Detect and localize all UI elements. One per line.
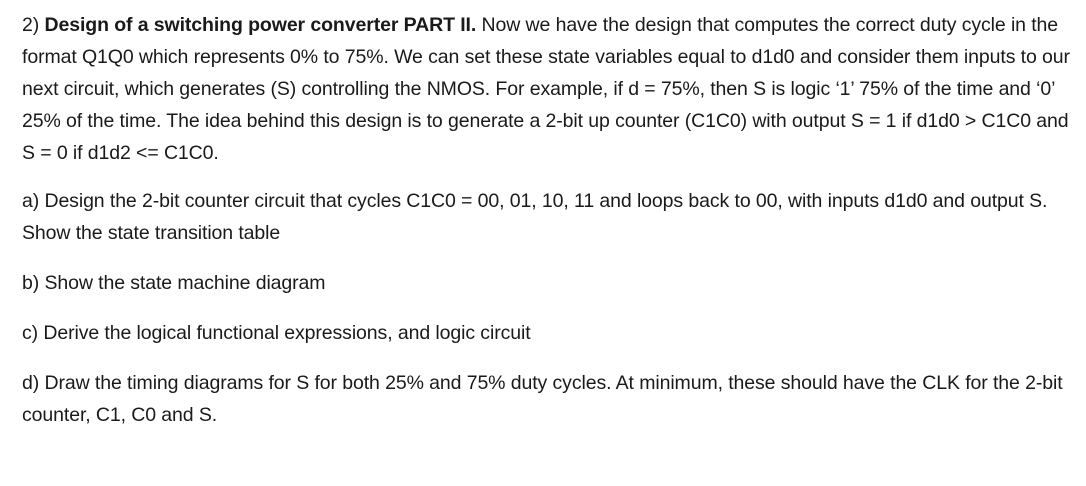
document-body	[22, 9, 1072, 449]
part-c: c) Derive the logical functional expressions, and logic circuit	[22, 322, 531, 344]
problem-intro-paragraph	[22, 9, 1072, 169]
problem-intro-text: Now we have the design that computes the correct duty cycle in the format Q1Q0 which represents 0% to 75%. We can set these state variables equal to d1d0 and consider them inputs to our next circuit, which generates (S) controlling the NMOS. For example, if d = 75%, then S is logic ‘1’ 75% of the time and ‘0’ 25% of the time. The idea behind this design is to generate a 2-bit up counter (C1C0) with output S = 1 if d1d0 > C1C0 and S = 0 if d1d2 <= C1C0.	[22, 14, 1070, 164]
problem-number: 2)	[22, 14, 40, 36]
part-b: b) Show the state machine diagram	[22, 272, 326, 294]
part-d: d) Draw the timing diagrams for S for both 25% and 75% duty cycles. At minimum, these should have the CLK for the 2-bit counter, C1, C0 and S.	[22, 372, 1063, 426]
part-a: a) Design the 2-bit counter circuit that cycles C1C0 = 00, 01, 10, 11 and loops back to 00, with inputs d1d0 and output S. Show the state transition table	[22, 190, 1048, 244]
problem-title: Design of a switching power converter PART II.	[44, 14, 477, 36]
